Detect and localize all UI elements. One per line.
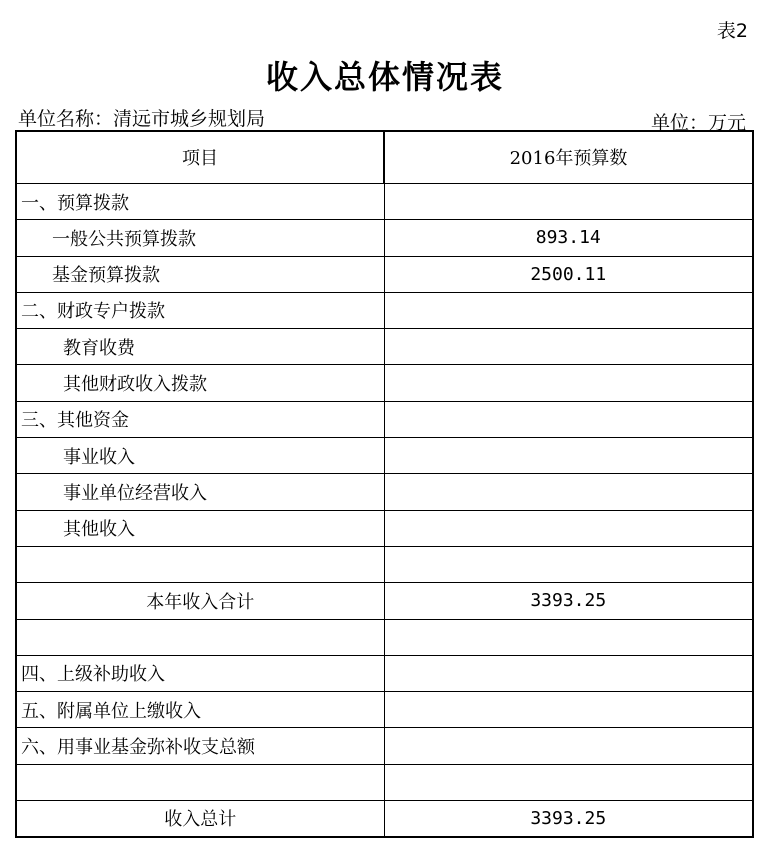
row-label: 教育收费: [16, 329, 384, 365]
header-item: 项目: [16, 131, 384, 183]
currency-unit: 单位：万元: [650, 112, 746, 134]
table-row: [16, 365, 753, 401]
table-header-row: [16, 131, 753, 183]
table-row: [16, 183, 753, 219]
income-table: [15, 130, 754, 838]
row-value: 3393.25: [384, 583, 753, 619]
table-row: [16, 438, 753, 474]
row-value: 3393.25: [384, 800, 753, 837]
row-label: 其他收入: [16, 510, 384, 546]
row-value: [384, 329, 753, 365]
row-label: [16, 764, 384, 800]
row-value: [384, 292, 753, 328]
row-value: [384, 728, 753, 764]
table-row: [16, 546, 753, 582]
row-value: [384, 655, 753, 691]
row-value: [384, 546, 753, 582]
row-label: [16, 546, 384, 582]
row-label: 收入总计: [16, 800, 384, 837]
row-label: 其他财政收入拨款: [16, 365, 384, 401]
row-label: 三、其他资金: [16, 401, 384, 437]
row-value: [384, 510, 753, 546]
row-value: [384, 764, 753, 800]
page-title: 收入总体情况表: [265, 58, 504, 96]
table-row-total: [16, 800, 753, 837]
row-value: 2500.11: [384, 256, 753, 292]
row-value: 893.14: [384, 220, 753, 256]
table-row: [16, 510, 753, 546]
table-row-subtotal: [16, 583, 753, 619]
row-value: [384, 438, 753, 474]
row-label: 一般公共预算拨款: [16, 220, 384, 256]
row-label: [16, 619, 384, 655]
table-row: [16, 474, 753, 510]
row-label: 六、用事业基金弥补收支总额: [16, 728, 384, 764]
table-row: [16, 655, 753, 691]
row-value: [384, 183, 753, 219]
table-row: [16, 728, 753, 764]
header-budget: 2016年预算数: [384, 131, 753, 183]
table-number: 表2: [716, 20, 748, 42]
table-row: [16, 329, 753, 365]
row-label: 本年收入合计: [16, 583, 384, 619]
organization-name: 单位名称：清远市城乡规划局: [18, 108, 266, 130]
table-row: [16, 692, 753, 728]
table-row: [16, 764, 753, 800]
row-label: 事业收入: [16, 438, 384, 474]
table-row: [16, 256, 753, 292]
table-row: [16, 401, 753, 437]
row-label: 一、预算拨款: [16, 183, 384, 219]
row-label: 五、附属单位上缴收入: [16, 692, 384, 728]
table-row: [16, 220, 753, 256]
row-value: [384, 692, 753, 728]
row-value: [384, 401, 753, 437]
table-row: [16, 619, 753, 655]
row-label: 基金预算拨款: [16, 256, 384, 292]
row-value: [384, 365, 753, 401]
row-label: 四、上级补助收入: [16, 655, 384, 691]
row-value: [384, 619, 753, 655]
row-value: [384, 474, 753, 510]
row-label: 二、财政专户拨款: [16, 292, 384, 328]
table-row: [16, 292, 753, 328]
row-label: 事业单位经营收入: [16, 474, 384, 510]
